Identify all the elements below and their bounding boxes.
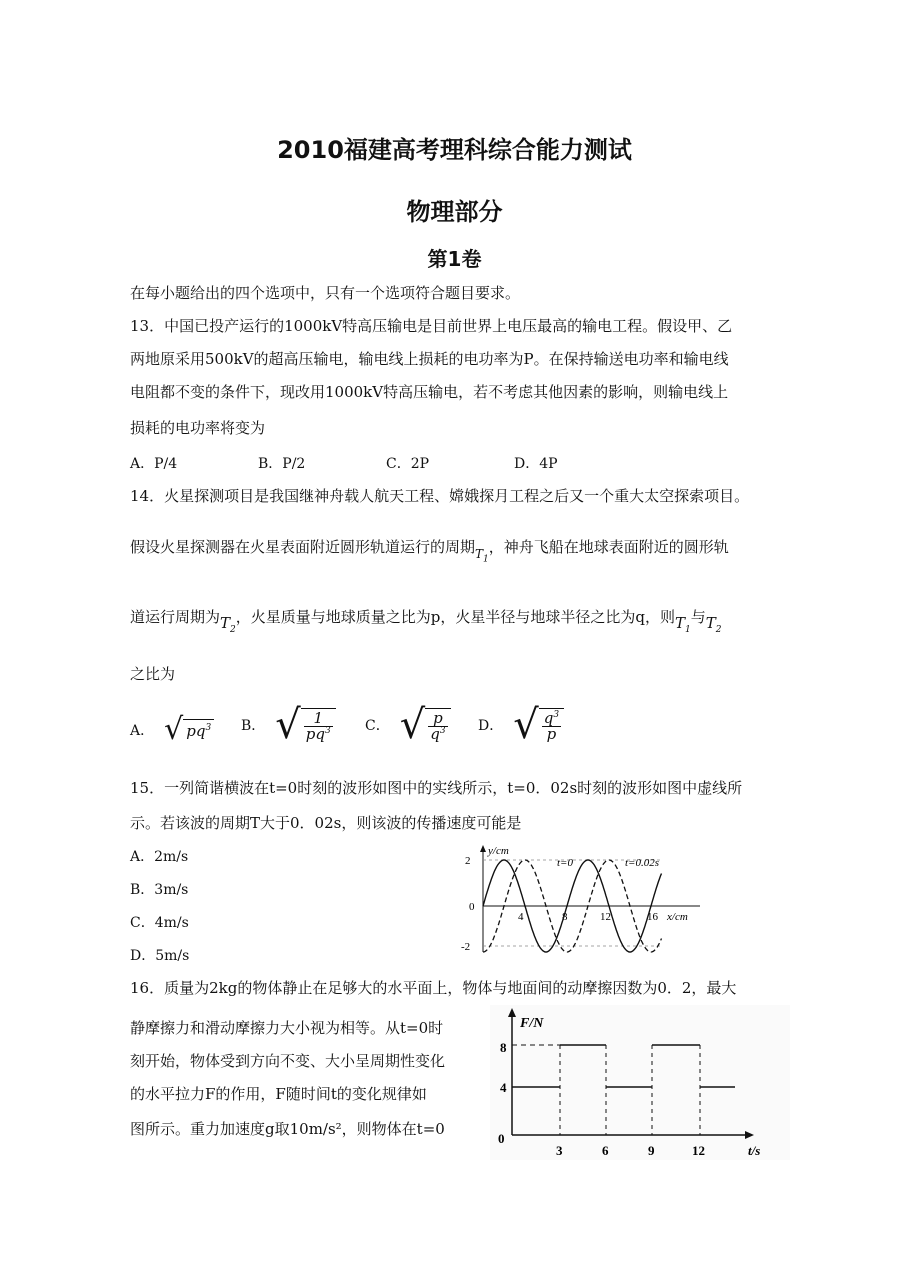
y-tick-label: 2 <box>465 855 471 867</box>
q15-option-b: B．3m/s <box>130 882 189 898</box>
t2-sub: 2 <box>230 625 236 635</box>
numerator: 1 <box>304 711 333 727</box>
q16-line: 的水平拉力F的作用，F随时间t的变化规律如 <box>130 1085 427 1103</box>
exponent: 3 <box>205 723 212 733</box>
exponent: 3 <box>325 726 331 736</box>
q14-option-d <box>478 702 564 748</box>
y-tick-label: -2 <box>461 941 471 953</box>
t1-letter: T <box>674 614 685 632</box>
q16-line: 图所示。重力加速度g取10m/s²，则物体在t=0 <box>130 1120 445 1138</box>
q14-text: 假设火星探测器在火星表面附近圆形轨道运行的周期 <box>130 538 476 556</box>
expr: pq <box>186 722 206 740</box>
q14-line: 之比为 <box>130 665 176 683</box>
section-subtitle: 物理部分 <box>406 198 503 226</box>
q13-option-c: C．2P <box>386 456 430 472</box>
t2-letter: T <box>220 614 231 632</box>
q15-option-d: D．5m/s <box>130 948 190 964</box>
q16-line: 刻开始，物体受到方向不变、大小呈周期性变化 <box>130 1052 446 1070</box>
solid-curve-label: t=0 <box>557 857 573 869</box>
y-tick-label: 0 <box>469 901 475 913</box>
t1-symbol <box>475 547 489 565</box>
q16-line: 16．质量为2kg的物体静止在足够大的水平面上，物体与地面间的动摩擦因数为0．2，最大 <box>130 979 737 997</box>
q14-text: ，神舟飞船在地球表面附近的圆形轨 <box>488 538 729 556</box>
q14-option-b <box>241 702 336 748</box>
x-tick-label: 12 <box>692 1143 705 1158</box>
sqrt-expression: √ $\frac{q^3}{p}$ <box>513 702 564 748</box>
q15-option-a: A．2m/s <box>130 849 189 865</box>
y-axis-label: y/cm <box>488 845 509 857</box>
t2-sub: 2 <box>715 625 722 635</box>
option-label: C． <box>365 718 390 734</box>
q14-line: 14．火星探测项目是我国继神舟载人航天工程、嫦娥探月工程之后又一个重大太空探索项目。 <box>130 487 750 505</box>
option-label: A． <box>130 722 155 739</box>
x-tick-label: 8 <box>562 911 568 923</box>
q14-text: 与 <box>690 608 706 626</box>
t1-letter: T <box>475 547 484 561</box>
force-figure <box>490 1005 790 1160</box>
q15-line: 示。若该波的周期T大于0．02s，则该波的传播速度可能是 <box>130 814 522 832</box>
q13-line: 损耗的电功率将变为 <box>130 419 266 437</box>
num-expr: q <box>543 709 554 727</box>
q14-line <box>130 536 729 565</box>
volume-heading: 第1卷 <box>427 247 482 271</box>
t2-symbol <box>220 614 236 635</box>
exponent: 3 <box>439 726 446 736</box>
q13-option-b: B．P/2 <box>258 456 306 472</box>
x-tick-label: 6 <box>602 1143 609 1158</box>
q13-option-d: D．4P <box>514 456 558 472</box>
t1-sub: 1 <box>483 554 489 565</box>
q14-option-a <box>130 712 214 747</box>
den-expr: q <box>430 725 440 743</box>
page-title: 2010福建高考理科综合能力测试 <box>277 136 632 164</box>
q13-line: 两地原采用500kV的超高压输电，输电线上损耗的电功率为P。在保持输送电功率和输电线 <box>130 350 729 368</box>
q13-option-a: A．P/4 <box>130 456 178 472</box>
x-axis-label: x/cm <box>667 911 688 923</box>
den-expr: pq <box>305 725 326 743</box>
t1-symbol <box>674 614 691 635</box>
y-axis-arrow <box>480 845 486 852</box>
exponent: 3 <box>553 710 560 720</box>
instruction-text: 在每小题给出的四个选项中，只有一个选项符合题目要求。 <box>130 284 521 302</box>
y-tick-label: 0 <box>498 1131 505 1146</box>
denominator <box>428 727 447 742</box>
q15-line: 15．一列简谐横波在t=0时刻的波形如图中的实线所示，t=0．02s时刻的波形如图中虚线所 <box>130 779 743 797</box>
y-tick-label: 4 <box>500 1080 507 1095</box>
t2-letter: T <box>705 614 716 632</box>
dashed-curve-label: t=0.02s <box>625 857 660 869</box>
denominator: p <box>546 725 557 743</box>
sqrt-expression: √ $\frac{1}{pq^3}$ <box>275 702 335 748</box>
sqrt-expression: √ $\frac{p}{q^3}$ <box>400 702 451 748</box>
q16-line: 静摩擦力和滑动摩擦力大小视为相等。从t=0时 <box>130 1019 444 1037</box>
x-tick-label: 16 <box>647 911 658 923</box>
q14-text: 道运行周期为 <box>130 608 221 626</box>
y-axis-label: F/N <box>520 1016 544 1031</box>
q13-line: 电阻都不变的条件下，现改用1000kV特高压输电，若不考虑其他因素的影响，则输电线上 <box>130 383 729 401</box>
q14-option-c <box>365 702 451 748</box>
t2-symbol <box>705 614 722 635</box>
q15-option-c: C．4m/s <box>130 915 189 931</box>
x-axis-label: t/s <box>748 1143 761 1158</box>
sqrt-expression: √ $pq^3$ <box>164 712 214 747</box>
numerator: p <box>428 711 447 727</box>
wave-figure <box>455 840 705 960</box>
option-label: B． <box>241 718 266 734</box>
x-tick-label: 9 <box>648 1143 655 1158</box>
x-tick-label: 3 <box>556 1143 563 1158</box>
t1-sub: 1 <box>685 625 691 635</box>
x-tick-label: 12 <box>600 911 611 923</box>
denominator <box>304 727 333 742</box>
q13-line: 13．中国已投产运行的1000kV特高压输电是目前世界上电压最高的输电工程。假设甲、乙 <box>130 317 733 335</box>
x-tick-label: 4 <box>518 911 524 923</box>
q14-line <box>130 606 722 635</box>
option-label: D． <box>478 718 504 734</box>
q14-text: ，火星质量与地球质量之比为p，火星半径与地球半径之比为q，则 <box>235 608 675 626</box>
y-tick-label: 8 <box>500 1040 507 1055</box>
